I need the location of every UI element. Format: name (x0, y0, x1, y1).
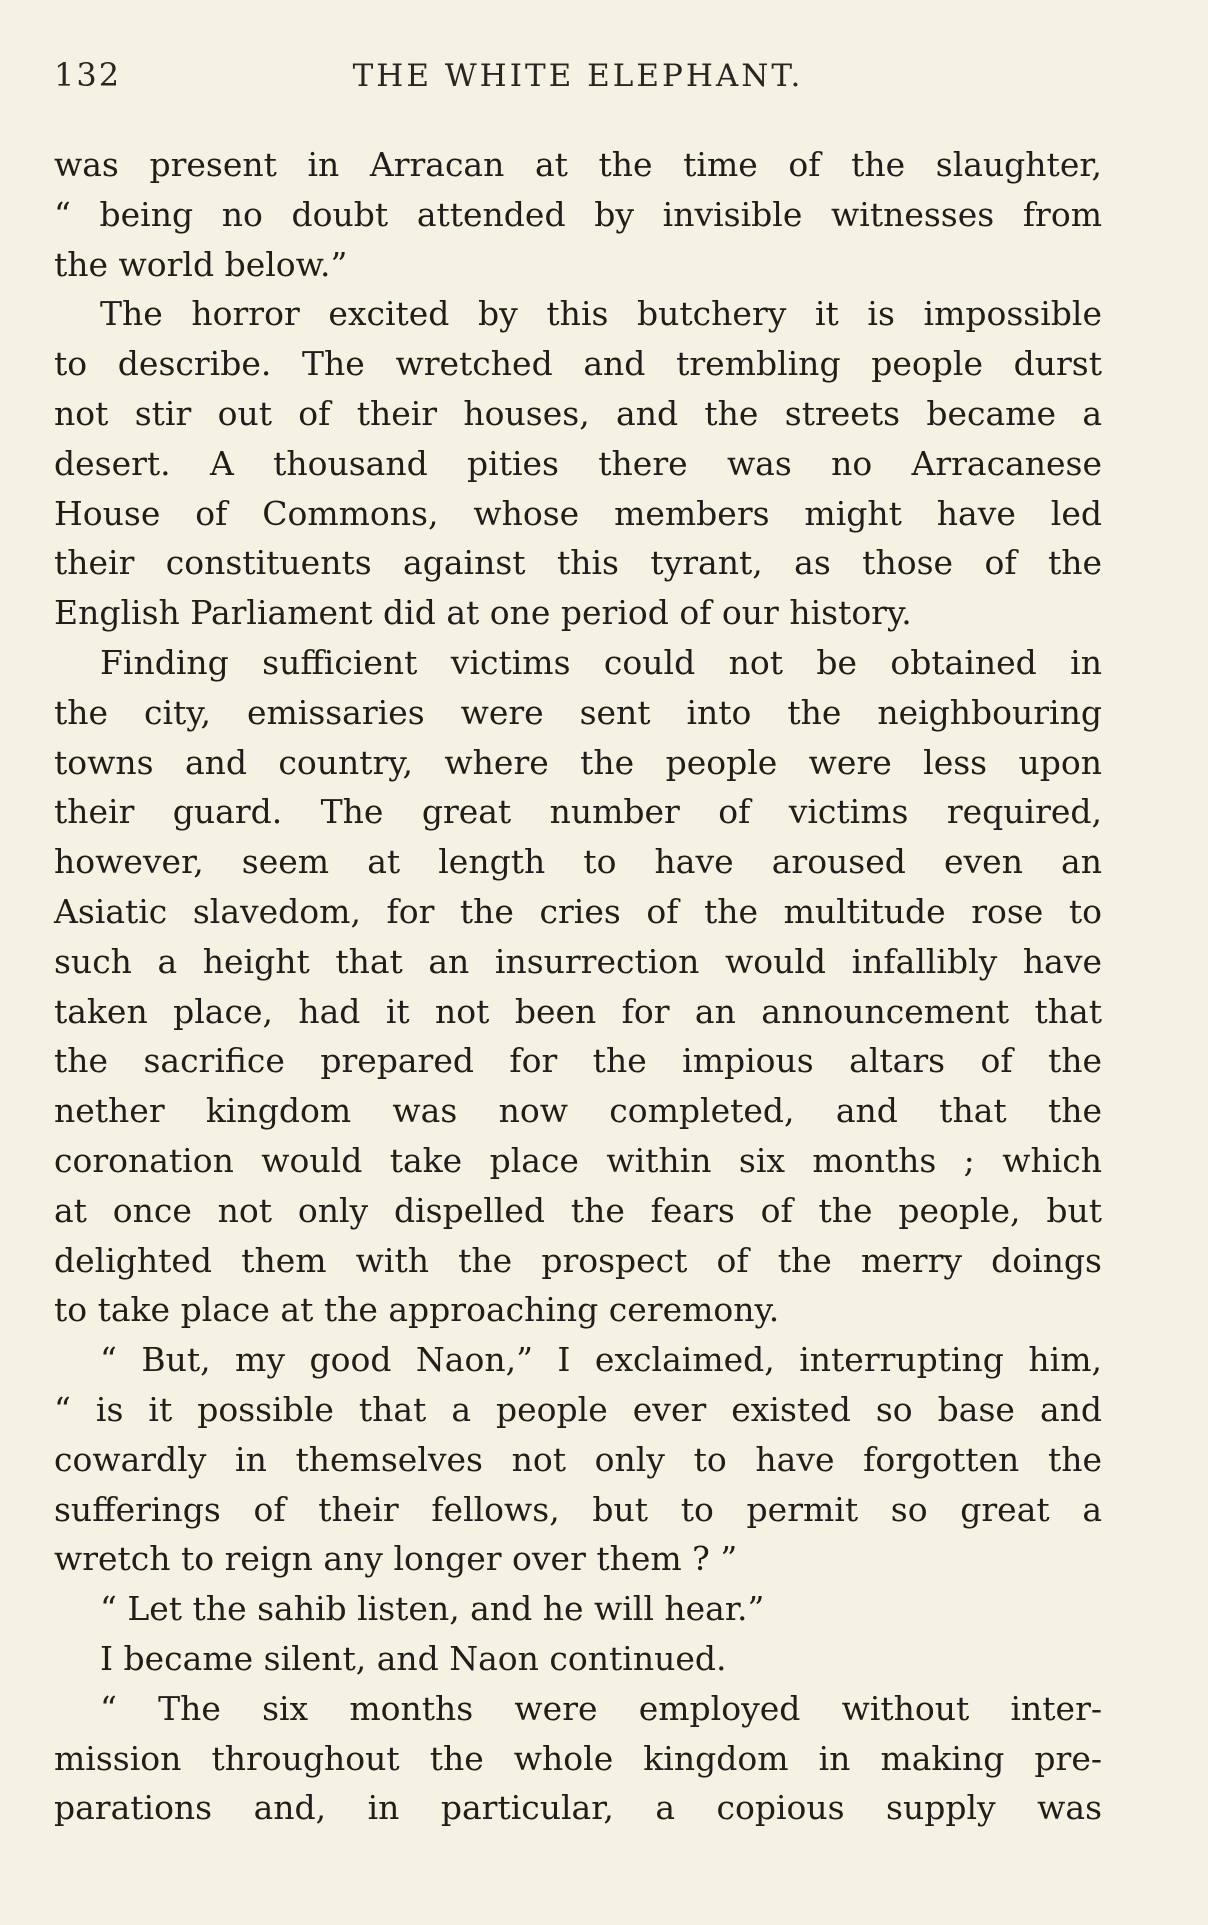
page-header (54, 52, 1102, 102)
text-line: such a height that an insurrection would infallibly have (54, 941, 1102, 981)
text-line: parations and, in particular, a copious supply was (54, 1788, 1102, 1828)
text-line: “ being no doubt attended by invisible witnesses from (54, 194, 1102, 234)
text-line: Finding sufficient victims could not be obtained in (100, 642, 1102, 682)
text-line: the city, emissaries were sent into the neighbouring (54, 692, 1102, 732)
text-line: cowardly in themselves not only to have forgotten the (54, 1439, 1102, 1479)
text-line: I became silent, and Naon continued. (100, 1638, 727, 1678)
text-line: “ The six months were employed without inter- (100, 1688, 1102, 1728)
text-line: to take place at the approaching ceremony. (54, 1290, 780, 1330)
text-line: the world below.” (54, 244, 348, 284)
text-line: not stir out of their houses, and the streets became a (54, 393, 1102, 433)
text-line: sufferings of their fellows, but to permit so great a (54, 1489, 1102, 1529)
text-line: towns and country, where the people were less upon (54, 742, 1102, 782)
text-line: delighted them with the prospect of the merry doings (54, 1240, 1102, 1280)
body-text (54, 140, 1102, 1833)
text-line: at once not only dispelled the fears of the people, but (54, 1190, 1102, 1230)
text-line: their constituents against this tyrant, as those of the (54, 543, 1102, 583)
text-line: English Parliament did at one period of our history. (54, 593, 912, 633)
text-line: however, seem at length to have aroused even an (54, 842, 1102, 882)
text-line: wretch to reign any longer over them ? ” (54, 1539, 738, 1579)
text-line: the sacrifice prepared for the impious altars of the (54, 1041, 1102, 1081)
text-line: taken place, had it not been for an announcement that (54, 991, 1102, 1031)
text-line: nether kingdom was now completed, and that the (54, 1091, 1102, 1131)
text-line: House of Commons, whose members might have led (54, 493, 1102, 533)
text-line: Asiatic slavedom, for the cries of the multitude rose to (54, 891, 1102, 931)
text-line: was present in Arracan at the time of the slaughter, (54, 145, 1102, 184)
text-line: their guard. The great number of victims required, (54, 792, 1102, 832)
running-title: THE WHITE ELEPHANT. (352, 58, 804, 94)
text-line: “ is it possible that a people ever existed so base and (54, 1389, 1102, 1429)
text-line: coronation would take place within six months ; which (54, 1140, 1102, 1180)
text-line: The horror excited by this butchery it is impossible (100, 294, 1102, 334)
text-line: mission throughout the whole kingdom in making pre- (54, 1738, 1102, 1778)
text-line: desert. A thousand pities there was no Arracanese (54, 443, 1102, 483)
text-line: “ But, my good Naon,” I exclaimed, interrupting him, (100, 1340, 1102, 1380)
text-line: to describe. The wretched and trembling people durst (54, 344, 1102, 384)
text-line: “ Let the sahib listen, and he will hear.” (100, 1589, 765, 1629)
page-number: 132 (54, 56, 122, 94)
